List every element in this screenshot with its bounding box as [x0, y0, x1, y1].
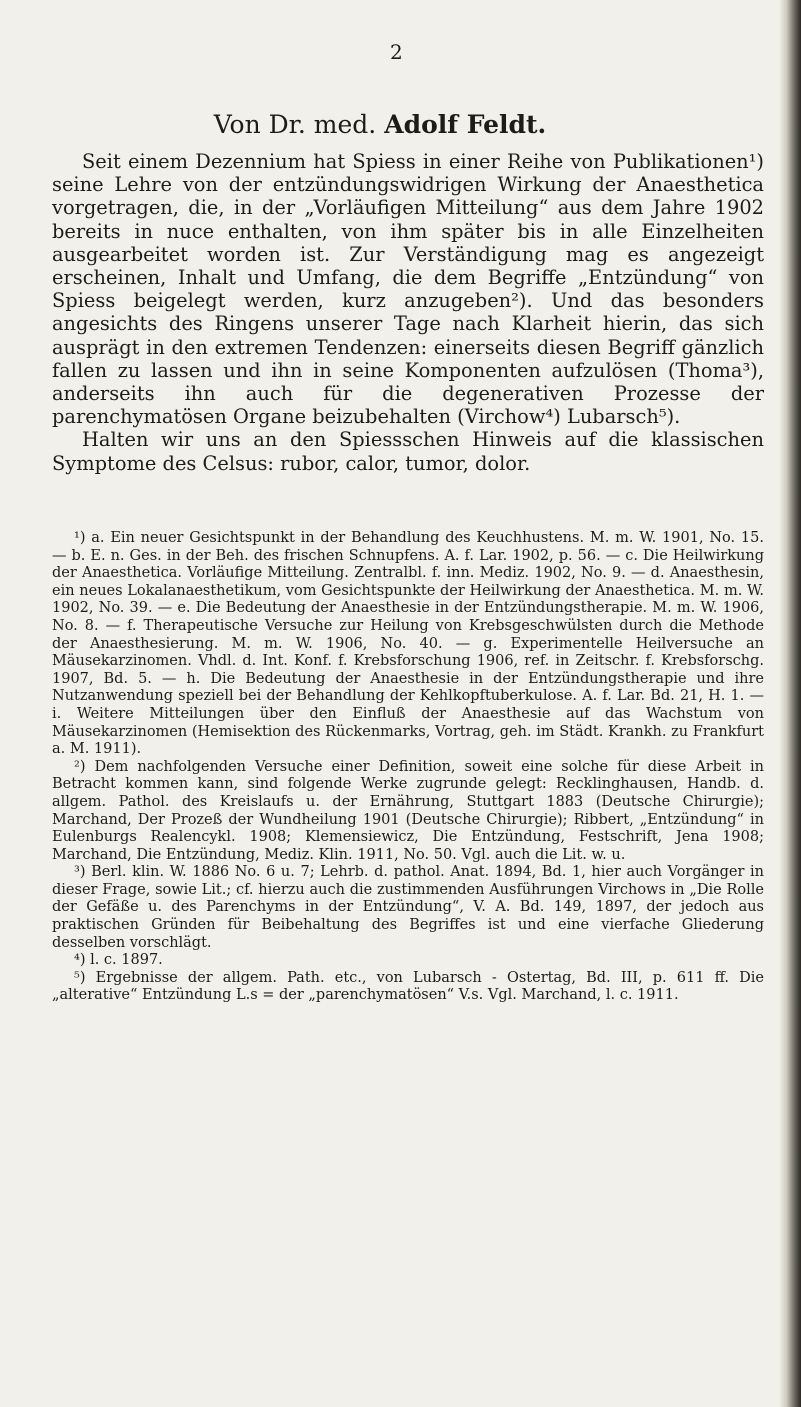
footnote-5: ⁵) Ergebnisse der allgem. Path. etc., von Lubarsch - Ostertag, Bd. III, p. 611 ff. Die „alterative“ Entzündung L.s = der „parenchymatösen“ V.s. Vgl. Marchand, l. c. 1911. [52, 969, 764, 1004]
footnote-2: ²) Dem nachfolgenden Versuche einer Definition, soweit eine solche für diese Arbeit in Betracht kommen kann, sind folgende Werke zugrunde gelegt: Recklinghausen, Handb. d. allgem. Pathol. des Kreislaufs u. der Ernährung, Stuttgart 1883 (Deutsche Chirurgie); Marchand, Der Prozeß der Wundheilung 1901 (Deutsche Chirurgie); Ribbert, „Entzündung“ in Eulenburgs Realencykl. 1908; Klemensiewicz, Die Entzündung, Festschrift, Jena 1908; Marchand, Die Entzündung, Mediz. Klin. 1911, No. 50. Vgl. auch die Lit. w. u. [52, 758, 764, 863]
page-number: 2 [390, 40, 403, 64]
footnotes [52, 530, 764, 1005]
footnote-3: ³) Berl. klin. W. 1886 No. 6 u. 7; Lehrb. d. pathol. Anat. 1894, Bd. 1, hier auch Vorgänger in dieser Frage, sowie Lit.; cf. hierzu auch die zustimmenden Ausführungen Virchows in „Die Rolle der Gefäße u. des Parenchyms in der Entzündung“, V. A. Bd. 149, 1897, der jedoch aus praktischen Gründen für Beibehaltung des Begriffes ist und eine vierfache Gliederung desselben vorschlägt. [52, 864, 764, 951]
body-text [52, 150, 764, 475]
heading-prefix: Von Dr. med. [213, 110, 377, 139]
paragraph-2: Halten wir uns an den Spiessschen Hinweis auf die klassischen Symptome des Celsus: rubor, calor, tumor, dolor. [52, 428, 764, 475]
author-name: Adolf Feldt. [384, 110, 547, 139]
footnote-4: ⁴) l. c. 1897. [74, 952, 163, 969]
page-edge-shadow [779, 0, 801, 1407]
paragraph-1: Seit einem Dezennium hat Spiess in einer Reihe von Publikationen¹) seine Lehre von der entzündungswidrigen Wirkung der Anaesthetica vorgetragen, die, in der „Vorläufigen Mitteilung“ aus dem Jahre 1902 bereits in nuce enthalten, von ihm später bis in alle Einzelheiten ausgearbeitet worden ist. Zur Verständigung mag es angezeigt erscheinen, Inhalt und Umfang, die dem Begriffe „Entzündung“ von Spiess beigelegt werden, kurz anzugeben²). Und das besonders angesichts des Ringens unserer Tage nach Klarheit hierin, das sich ausprägt in den extremen Tendenzen: einerseits diesen Begriff gänzlich fallen zu lassen und ihn in seine Komponenten aufzulösen (Thoma³), anderseits ihn auch für die degenerativen Prozesse der parenchymatösen Organe beizubehalten (Virchow⁴) Lubarsch⁵). [52, 150, 764, 429]
footnote-1: ¹) a. Ein neuer Gesichtspunkt in der Behandlung des Keuchhustens. M. m. W. 1901, No. 15. — b. E. n. Ges. in der Beh. des frischen Schnupfens. A. f. Lar. 1902, p. 56. — c. Die Heilwirkung der Anaesthetica. Vorläufige Mitteilung. Zentralbl. f. inn. Mediz. 1902, No. 9. — d. Anaesthesin, ein neues Lokalanaesthetikum, vom Gesichtspunkte der Heilwirkung der Anaesthetica. M. m. W. 1902, No. 39. — e. Die Bedeutung der Anaesthesie in der Entzündungstherapie. M. m. W. 1906, No. 8. — f. Therapeutische Versuche zur Heilung von Krebsgeschwülsten durch die Methode der Anaesthesierung. M. m. W. 1906, No. 40. — g. Experimentelle Heilversuche an Mäusekarzinomen. Vhdl. d. Int. Konf. f. Krebsforschung 1906, ref. in Zeitschr. f. Krebsforschg. 1907, Bd. 5. — h. Die Bedeutung der Anaesthesie in der Entzündungstherapie und ihre Nutzanwendung speziell bei der Behandlung der Kehlkopftuberkulose. A. f. Lar. Bd. 21, H. 1. — i. Weitere Mitteilungen über den Einfluß der Anaesthesie auf das Wachstum von Mäusekarzinomen (Hemisektion des Rückenmarks, Vortrag, geh. im Städt. Krankh. zu Frankfurt a. M. 1911). [52, 530, 764, 758]
article-heading [0, 110, 760, 139]
